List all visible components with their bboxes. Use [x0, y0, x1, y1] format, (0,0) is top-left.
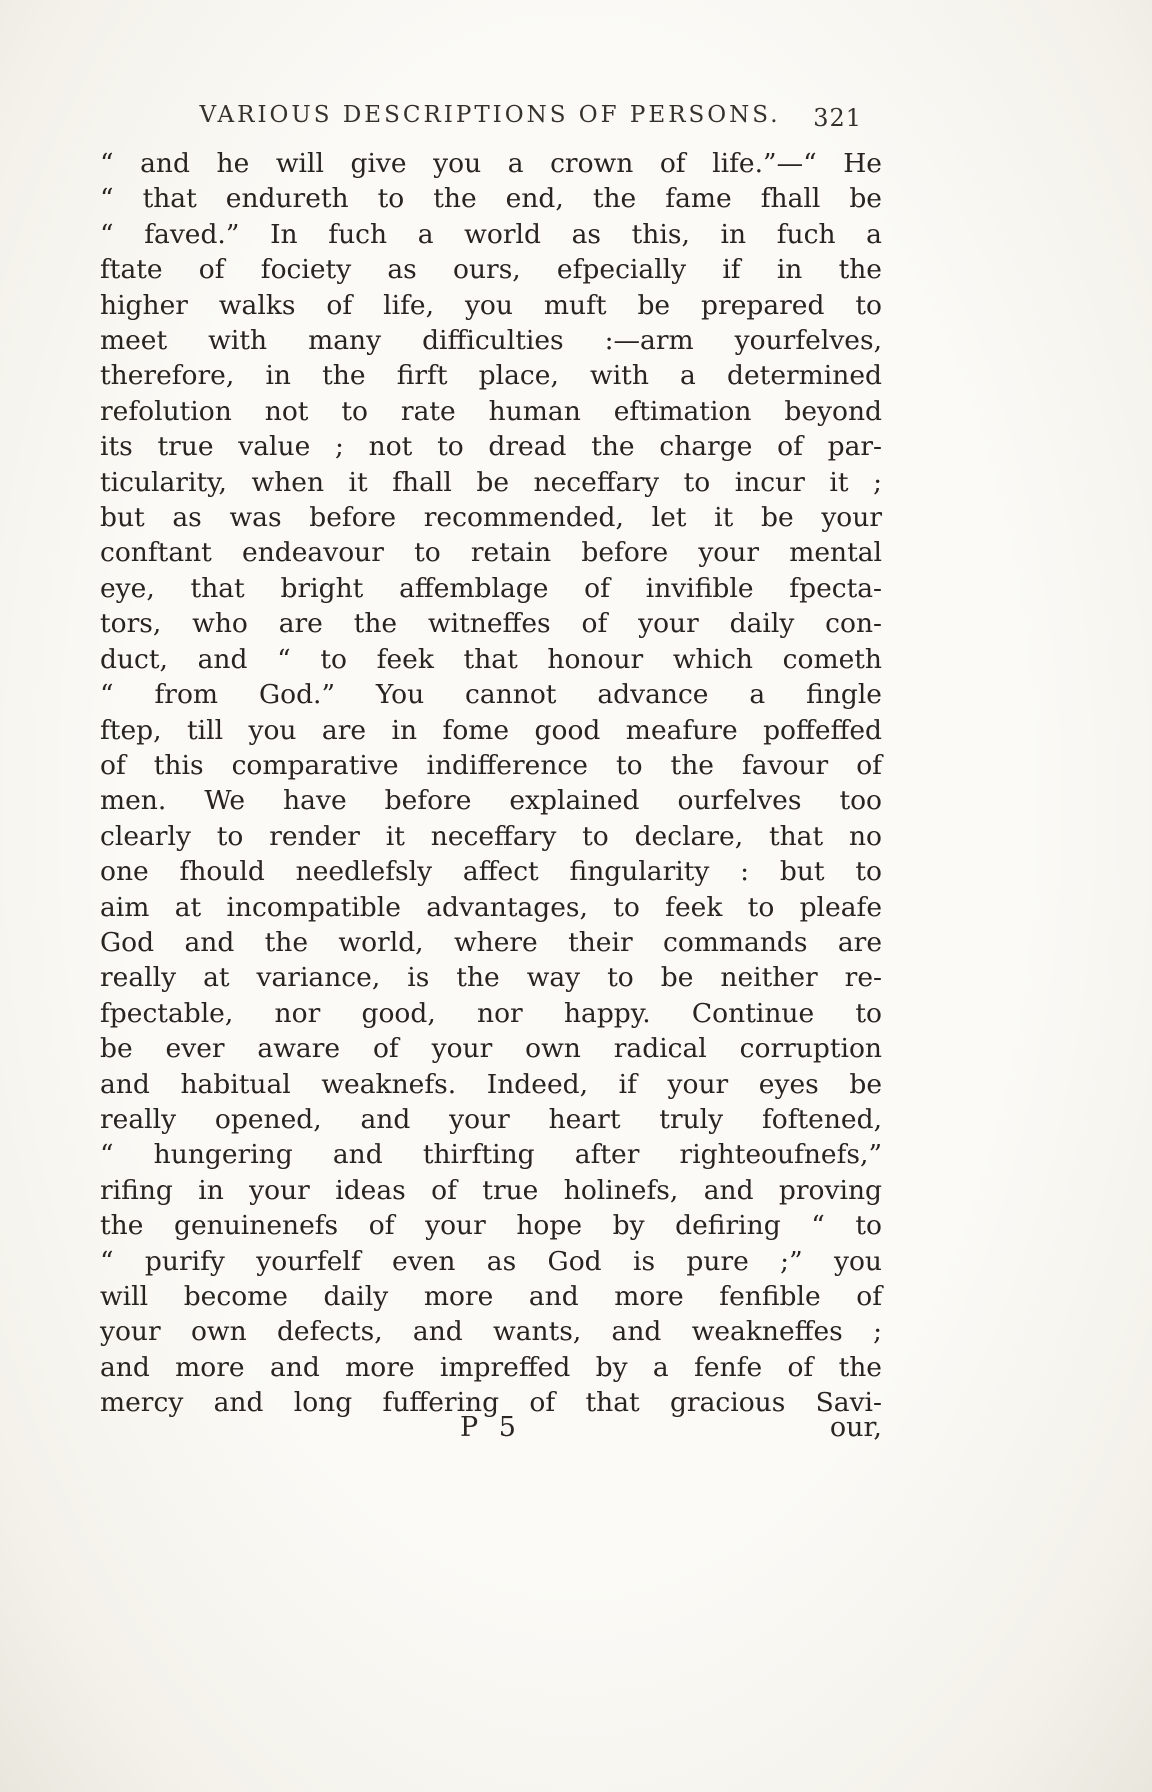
text-line: and habitual weaknefs. Indeed, if your eyes be [100, 1068, 882, 1100]
text-line: therefore, in the firft place, with a determined [100, 360, 882, 392]
text-line: “ purify yourfelf even as God is pure ;” you [100, 1245, 882, 1277]
text-line: “ hungering and thirfting after righteoufnefs,” [100, 1139, 882, 1171]
text-line: duct, and “ to feek that honour which cometh [100, 643, 882, 675]
text-line: fpectable, nor good, nor happy. Continue to [100, 997, 882, 1029]
page-footer [100, 1412, 882, 1452]
text-line: its true value ; not to dread the charge of par- [100, 431, 882, 463]
running-title: VARIOUS DESCRIPTIONS OF PERSONS. [199, 102, 781, 128]
text-line: men. We have before explained ourfelves too [100, 785, 882, 817]
text-line: one fhould needlefsly affect fingularity : but to [100, 856, 882, 888]
text-line: mercy and long fuffering of that gracious Savi- [100, 1387, 882, 1419]
text-line: “ that endureth to the end, the fame fhall be [100, 183, 882, 215]
body-text [100, 146, 882, 1421]
text-line: but as was before recommended, let it be your [100, 502, 882, 534]
page-header [100, 102, 880, 132]
text-line: really opened, and your heart truly foftened, [100, 1103, 882, 1135]
text-line: clearly to render it neceffary to declare, that no [100, 820, 882, 852]
text-line: be ever aware of your own radical corruption [100, 1033, 882, 1065]
text-line: of this comparative indifference to the favour of [100, 749, 882, 781]
text-line: “ and he will give you a crown of life.”—“ He [100, 148, 882, 179]
text-line: ftep, till you are in fome good meafure poffeffed [100, 714, 882, 746]
text-line: ticularity, when it fhall be neceffary to incur it ; [100, 466, 882, 498]
text-line: higher walks of life, you muft be prepared to [100, 289, 882, 321]
signature-mark: P 5 [460, 1412, 522, 1443]
text-line: ftate of fociety as ours, efpecially if in the [100, 254, 882, 286]
text-line: and more and more impreffed by a fenfe of the [100, 1351, 882, 1383]
text-line: your own defects, and wants, and weakneffes ; [100, 1316, 882, 1348]
text-line: tors, who are the witneffes of your daily con- [100, 608, 882, 640]
text-line: rifing in your ideas of true holinefs, and proving [100, 1174, 882, 1206]
text-line: conftant endeavour to retain before your mental [100, 537, 882, 569]
text-line: the genuinenefs of your hope by defiring “ to [100, 1210, 882, 1242]
text-line: aim at incompatible advantages, to feek to pleafe [100, 891, 882, 923]
page-number: 321 [813, 104, 862, 132]
text-line: “ from God.” You cannot advance a fingle [100, 679, 882, 711]
text-line: meet with many difficulties :—arm yourfelves, [100, 325, 882, 357]
text-line: refolution not to rate human eftimation beyond [100, 395, 882, 427]
text-line: will become daily more and more fenfible of [100, 1281, 882, 1312]
catchword: our, [829, 1412, 882, 1443]
text-line: “ faved.” In fuch a world as this, in fuch a [100, 218, 882, 250]
text-line: really at variance, is the way to be neither re- [100, 962, 882, 994]
text-line: eye, that bright affemblage of invifible fpecta- [100, 572, 882, 604]
text-line: God and the world, where their commands are [100, 926, 882, 958]
